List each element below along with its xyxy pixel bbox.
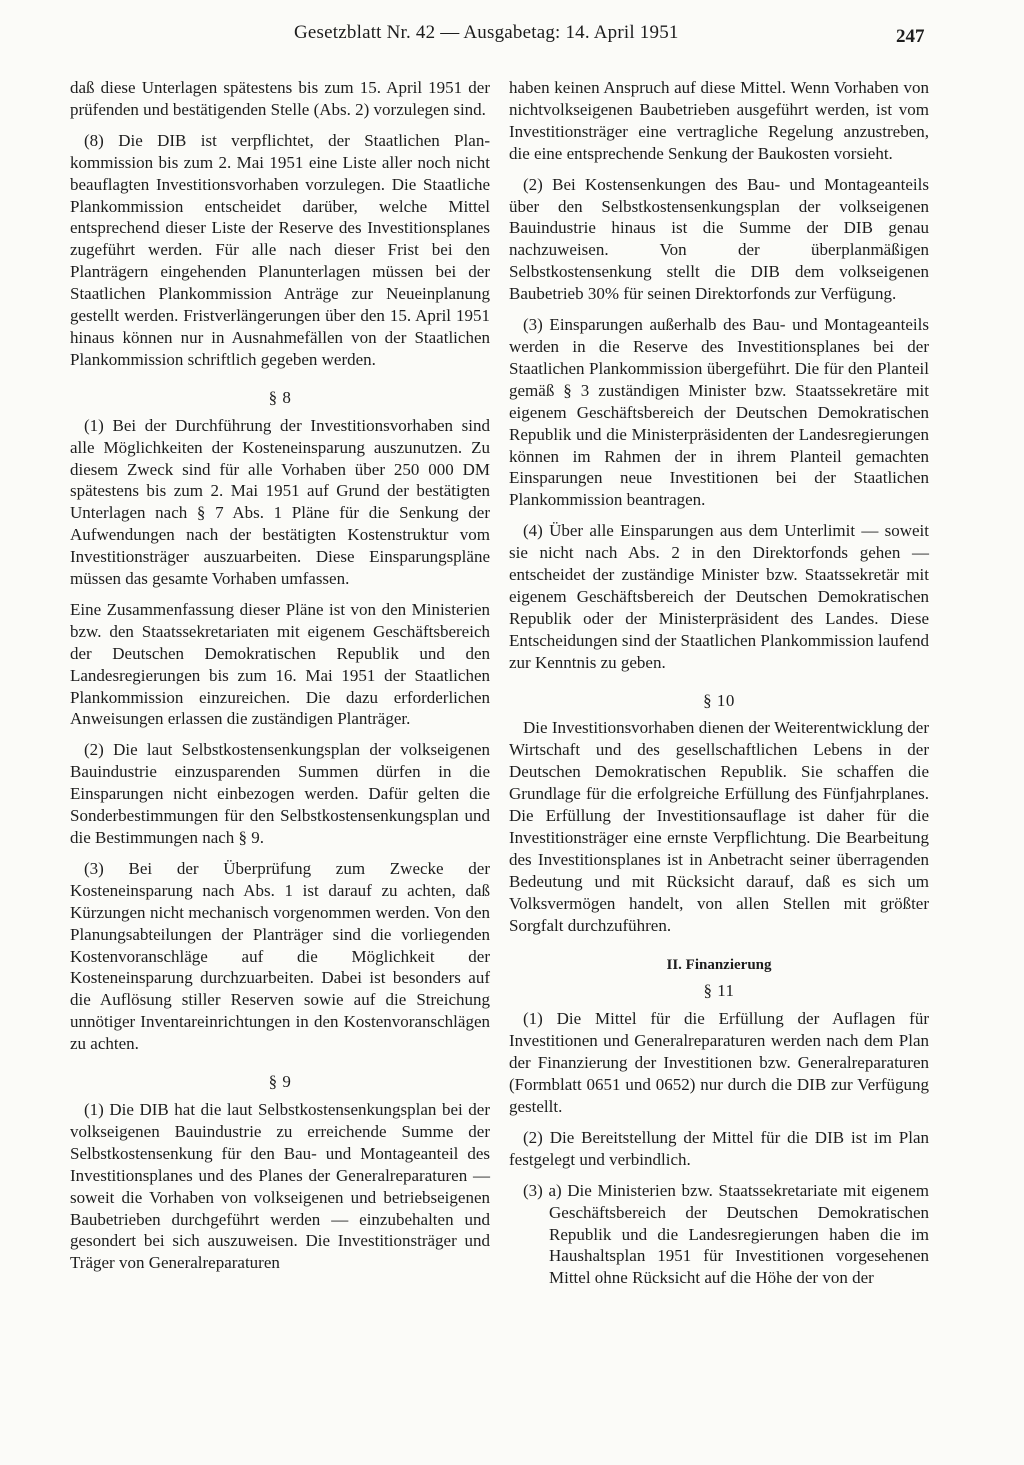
section-heading: § 9	[268, 1072, 292, 1092]
paragraph: (1) Bei der Durchführung der Investitionsvorhaben sind alle Möglichkeiten der Kosteneinsparung auszunutzen. Zu diesem Zweck sind für alle Vorhaben über 250 000 DM spätestens bis zum 2. Mai 1951 auf Grund der bestätigten Unterlagen nach § 7 Abs. 1 Pläne für die Senkung der Aufwendungen nach der bestätigten Kostenstruktur vom Investitionsträger auszuarbeiten. Diese Einsparungspläne müssen das gesamte Vorhaben umfassen.	[70, 415, 490, 589]
paragraph: (3) Bei der Überprüfung zum Zwecke der Kosteneinsparung nach Abs. 1 ist darauf zu achten, daß Kürzungen nicht mechanisch vorgenommen werden. Von den Planungsabteilungen der Planträger sind die vorliegenden Kostenvoranschläge auf die Möglichkeit der Kosteneinsparung durchzuarbeiten. Dabei ist besonders auf die Auflösung stiller Reserven sowie auf die Streichung unnötiger Inventareinrichtungen in den Kostenvoranschlägen zu achten.	[70, 858, 490, 1054]
paragraph: (1) Die DIB hat die laut Selbstkostensenkungsplan bei der volkseigenen Bauindustrie zu erreichende Summe der Selbstkostensenkung für den Bau- und Montageanteil des Investitionsplanes und des Planes der Generalreparaturen — soweit die Vorhaben von volkseigenen und betriebseigenen Baubetrieben durchgeführt werden — einzubehalten und gesondert bei sich auszuweisen. Die Investitionsträger und Träger von Generalreparaturen	[70, 1099, 490, 1273]
chapter-heading: II. Finanzierung	[666, 956, 772, 973]
paragraph: (4) Über alle Einsparungen aus dem Unterlimit — soweit sie nicht nach Abs. 2 in den Direktorfonds gehen — entscheidet der zuständige Minister bzw. Staatssekretär mit eigenem Geschäftsbereich der Deutschen Demokratischen Republik oder der Ministerpräsident des Landes. Diese Entscheidungen sind der Staatlichen Plankommission laufend zur Kenntnis zu geben.	[509, 521, 929, 672]
paragraph: Die Investitionsvorhaben dienen der Weiterentwicklung der Wirtschaft und des gesellschaftlichen Lebens in der Deutschen Demokratischen Republik. Sie schaffen die Grundlage für die erfolgreiche Erfüllung des Fünfjahrplanes. Die Erfüllung der Investitionsauflage ist daher für die Investitionsträger eine ernste Verpflichtung. Die Bearbeitung des Investitionsplanes ist in Anbetracht seiner überragenden Bedeutung und mit Rücksicht darauf, daß es sich um Volksvermögen handelt, von allen Stellen mit größter Sorgfalt durchzuführen.	[509, 718, 929, 935]
section-heading: § 8	[268, 387, 292, 407]
running-header: Gesetzblatt Nr. 42 — Ausgabetag: 14. April 1951	[294, 22, 679, 43]
section-heading: § 10	[703, 690, 735, 710]
page-number: 247	[896, 26, 925, 47]
paragraph-marker: (3) a)	[523, 1180, 562, 1200]
paragraph: haben keinen Anspruch auf diese Mittel. Wenn Vorhaben von nichtvolkseigenen Baubetrieben ausgeführt werden, ist vom Investitionsträger eine vertragliche Regelung anzustreben, die eine entsprechende Senkung der Baukosten vorsieht.	[509, 78, 929, 163]
right-column	[509, 77, 929, 1298]
section-heading: § 11	[703, 981, 735, 1001]
paragraph: (1) Die Mittel für die Erfüllung der Auflagen für Investitionen und Generalreparaturen werden nach dem Plan der Finanzierung der Investitionen bzw. Generalreparaturen (Formblatt 0651 und 0652) nur durch die DIB zur Verfügung gestellt.	[509, 1009, 929, 1116]
paragraph: (2) Bei Kostensenkungen des Bau- und Montageanteils über den Selbstkostensenkungsplan der volkseigenen Bauindustrie hinaus ist die Summe der DIB genau nachzuweisen. Von der überplanmäßigen Selbstkostensenkung stellt die DIB dem volkseigenen Baubetrieb 30% für seinen Direktorfonds zur Verfügung.	[509, 174, 929, 304]
paragraph	[509, 1180, 929, 1290]
paragraph: (2) Die laut Selbstkostensenkungsplan der volkseigenen Bauindustrie einzusparenden Summen dürfen in die Einsparungen nicht einbezogen werden. Dafür gelten die Sonderbestimmungen für den Selbstkostensenkungsplan und die Bestimmungen nach § 9.	[70, 740, 490, 847]
paragraph: (2) Die Bereitstellung der Mittel für die DIB ist im Plan festgelegt und verbindlich.	[509, 1127, 929, 1169]
paragraph-text: Die Ministerien bzw. Staatssekretariate mit eigenem Geschäftsbereich der Deutschen Demokratischen Republik und die Landesregierungen haben die im Haushaltsplan 1951 für Investitionen vorgesehenen Mittel ohne Rücksicht auf die Höhe der von der	[549, 1180, 929, 1288]
paragraph: daß diese Unterlagen spätestens bis zum 15. April 1951 der prüfenden und bestätigenden Stelle (Abs. 2) vorzulegen sind.	[70, 78, 490, 119]
paragraph: (3) Einsparungen außerhalb des Bau- und Montageanteils werden in die Reserve des Investitionsplanes bei der Staatlichen Plankommission übergeführt. Die für den Planteil gemäß § 3 zuständigen Minister bzw. Staatssekretäre mit eigenem Geschäftsbereich der Deutschen Demokratischen Republik und die Ministerpräsidenten der Landesregierungen können im Rahmen der in ihrem Planteil gemachten Einsparungen neue Investitionen bei der Staatlichen Plankommission beantragen.	[509, 315, 929, 510]
left-column	[70, 77, 490, 1283]
paragraph: (8) Die DIB ist verpflichtet, der Staatlichen Plan-kommission bis zum 2. Mai 1951 eine Liste aller noch nicht beauflagten Investitionsvorhaben vorzulegen. Die Staatliche Plankommission entscheidet darüber, welche Mittel entsprechend dieser Liste der Reserve des Investitionsplanes zugeführt werden. Für alle nach dieser Frist bei den Planträgern eingehenden Planunterlagen müssen bei der Staatlichen Plankommission Anträge zur Neueinplanung gestellt werden. Fristverlängerungen über den 15. April 1951 hinaus können nur in Ausnahmefällen von der Staatlichen Plankommission schriftlich gegeben werden.	[70, 130, 490, 369]
paragraph: Eine Zusammenfassung dieser Pläne ist von den Ministerien bzw. den Staatssekretariaten mit eigenem Geschäftsbereich der Deutschen Demokratischen Republik und den Landesregierungen bis zum 16. Mai 1951 der Staatlichen Plankommission einzureichen. Die dazu erforderlichen Anweisungen erlassen die zuständigen Planträger.	[70, 599, 490, 729]
